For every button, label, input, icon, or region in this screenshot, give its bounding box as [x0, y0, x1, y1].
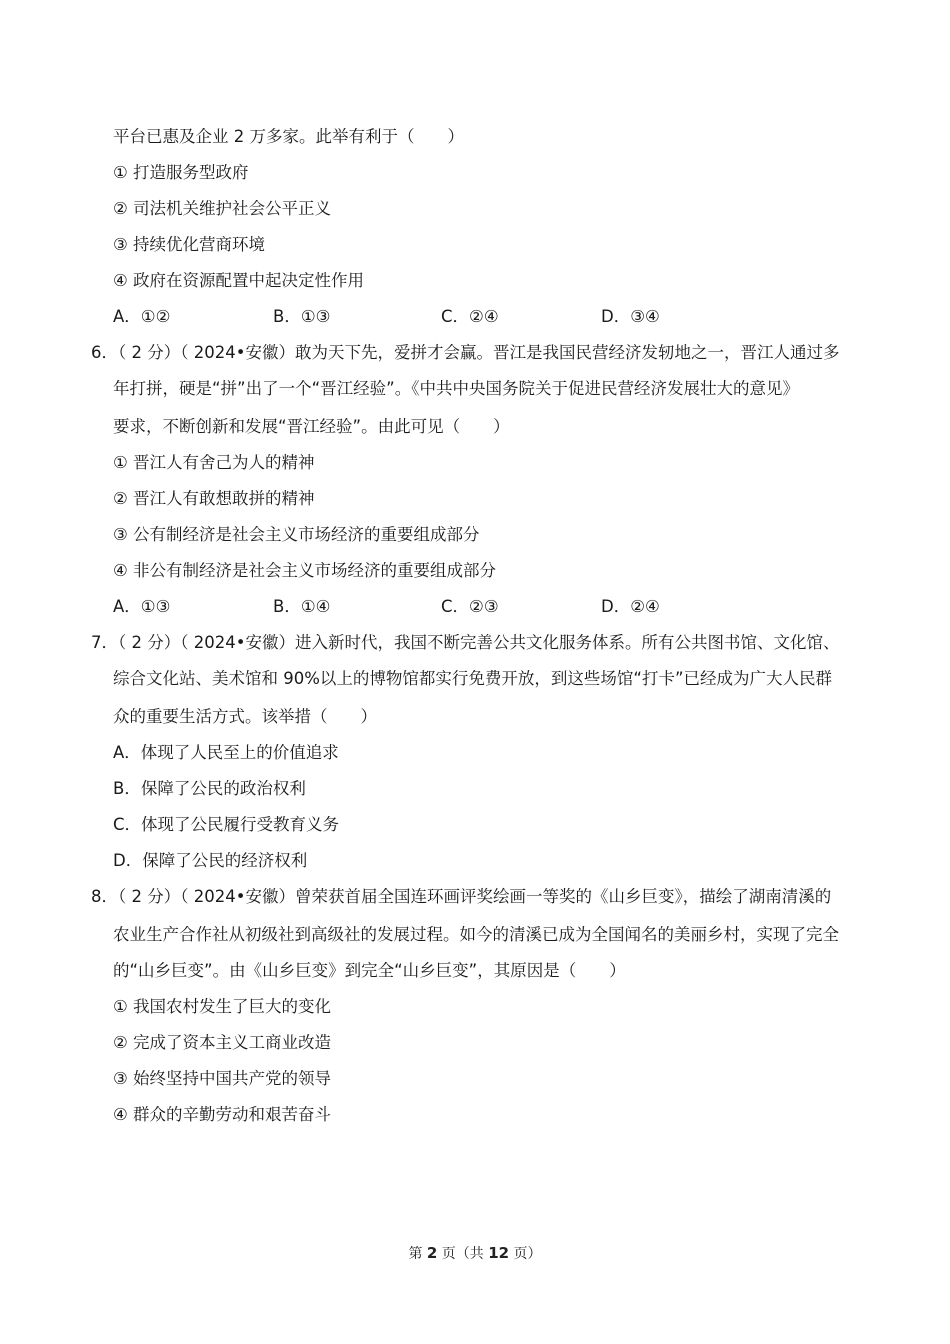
statement-item: ① 晋江人有舍己为人的精神	[113, 453, 315, 472]
option-a[interactable]: A．①②	[113, 307, 171, 326]
question-stem-line: 农业生产合作社从初级社到高级社的发展过程。如今的清溪已成为全国闻名的美丽乡村，实现了完全	[113, 925, 839, 944]
current-page-number: 2	[426, 1244, 438, 1262]
answer-options	[113, 596, 733, 618]
statement-item: ① 我国农村发生了巨大的变化	[113, 997, 332, 1016]
option-a[interactable]: A．①③	[113, 597, 171, 616]
statement-item: ④ 非公有制经济是社会主义市场经济的重要组成部分	[113, 561, 497, 580]
option-c[interactable]: C．②④	[441, 307, 499, 326]
question-stem-line: 综合文化站、美术馆和 90%以上的博物馆都实行免费开放，到这些场馆“打卡”已经成为广大人民群	[113, 669, 833, 688]
option-b[interactable]: B．保障了公民的政治权利	[113, 779, 306, 798]
question-stem-line: 众的重要生活方式。该举措（ ）	[113, 707, 377, 726]
answer-options	[113, 306, 733, 328]
question-stem-line: 的“山乡巨变”。由《山乡巨变》到完全“山乡巨变”，其原因是（ ）	[113, 961, 626, 980]
option-b[interactable]: B．①③	[273, 307, 331, 326]
page-footer	[0, 1242, 950, 1265]
statement-item: ③ 持续优化营商环境	[113, 235, 266, 254]
option-d[interactable]: D．③④	[601, 307, 660, 326]
total-page-count: 12	[488, 1244, 510, 1262]
statement-item: ② 晋江人有敢想敢拼的精神	[113, 489, 315, 508]
footer-suffix: 页）	[509, 1246, 542, 1262]
question-stem-line: 要求，不断创新和发展“晋江经验”。由此可见（ ）	[113, 417, 510, 436]
footer-middle: 页（共	[437, 1246, 489, 1262]
question-stem-line: 6．（ 2 分）（ 2024•安徽）敢为天下先，爱拼才会赢。晋江是我国民营经济发轫地之一，晋江人通过多	[91, 343, 840, 362]
statement-item: ④ 群众的辛勤劳动和艰苦奋斗	[113, 1105, 332, 1124]
footer-prefix: 第	[408, 1246, 427, 1262]
option-d[interactable]: D．②④	[601, 597, 660, 616]
statement-item: ① 打造服务型政府	[113, 163, 249, 182]
option-b[interactable]: B．①④	[273, 597, 331, 616]
statement-item: ② 司法机关维护社会公平正义	[113, 199, 332, 218]
question-stem-line: 7．（ 2 分）（ 2024•安徽）进入新时代，我国不断完善公共文化服务体系。所有公共图书馆、文化馆、	[91, 633, 840, 652]
statement-item: ③ 始终坚持中国共产党的领导	[113, 1069, 332, 1088]
option-c[interactable]: C．体现了公民履行受教育义务	[113, 815, 340, 834]
question-stem-line: 8．（ 2 分）（ 2024•安徽）曾荣获首届全国连环画评奖绘画一等奖的《山乡巨变》，描绘了湖南清溪的	[91, 887, 832, 906]
statement-item: ③ 公有制经济是社会主义市场经济的重要组成部分	[113, 525, 480, 544]
statement-item: ④ 政府在资源配置中起决定性作用	[113, 271, 365, 290]
option-d[interactable]: D．保障了公民的经济权利	[113, 851, 308, 870]
option-a[interactable]: A．体现了人民至上的价值追求	[113, 743, 339, 762]
option-c[interactable]: C．②③	[441, 597, 499, 616]
question-stem-line: 平台已惠及企业 2 万多家。此举有利于（ ）	[113, 127, 464, 146]
statement-item: ② 完成了资本主义工商业改造	[113, 1033, 332, 1052]
question-stem-line: 年打拼，硬是“拼”出了一个“晋江经验”。《中共中央国务院关于促进民营经济发展壮大的意见》	[113, 379, 799, 398]
